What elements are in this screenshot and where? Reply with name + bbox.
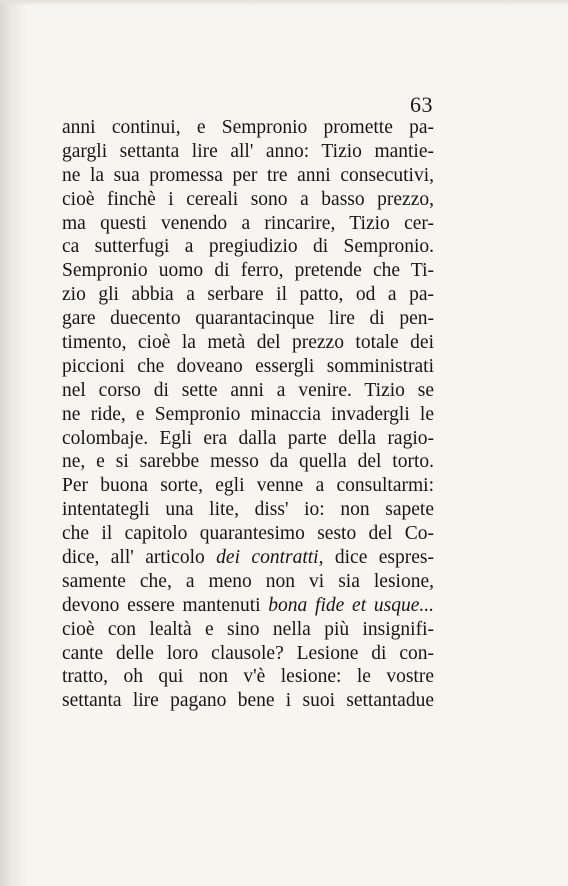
text-line: gargli settanta lire all' anno: Tizio mantie- [62, 140, 434, 162]
text-line: che il capitolo quarantesimo sesto del Co- [62, 523, 434, 545]
text-line: ne ride, e Sempronio minaccia invadergli le [62, 403, 434, 425]
italic-phrase: dei contratti [216, 547, 319, 569]
text-line: samente che, a meno non vi sia lesione, [62, 570, 434, 592]
text-line: timento, cioè la metà del prezzo totale dei [62, 332, 434, 354]
text-line: zio gli abbia a serbare il patto, od a pa- [62, 284, 434, 306]
text-line: anni continui, e Sempronio promette pa- [62, 117, 434, 138]
text-segment: dice, all' articolo [62, 547, 217, 569]
text-line: ca sutterfugi a pregiudizio di Sempronio. [62, 236, 434, 258]
text-line: tratto, oh qui non v'è lesione: le vostre [62, 666, 434, 688]
text-line: ne, e si sarebbe messo da quella del torto. [62, 451, 434, 473]
text-line-with-italic [62, 594, 434, 618]
text-line: ne la sua promessa per tre anni consecutivi, [62, 164, 434, 186]
italic-phrase: bona fide et usque... [268, 594, 434, 616]
text-line: gare duecento quarantacinque lire di pen- [62, 308, 434, 330]
text-line: ma questi venendo a rincarire, Tizio cer- [62, 212, 434, 234]
text-line: Sempronio uomo di ferro, pretende che Ti- [62, 260, 434, 282]
text-line-with-italic [62, 546, 434, 570]
body-text [62, 116, 434, 713]
text-line: cante delle loro clausole? Lesione di con- [62, 642, 434, 664]
text-line: intentategli una lite, diss' io: non sapete [62, 499, 434, 521]
text-line: settanta lire pagano bene i suoi settantadue [62, 690, 434, 712]
text-segment: , dice espres- [318, 547, 434, 569]
page-top-edge [0, 0, 568, 6]
text-line: Per buona sorte, egli venne a consultarmi: [62, 475, 434, 497]
binding-shadow [0, 0, 28, 886]
text-segment: devono essere mantenuti [62, 594, 269, 616]
page-number: 63 [410, 92, 433, 117]
text-line: cioè con lealtà e sino nella più insignifi- [62, 618, 434, 640]
text-line: nel corso di sette anni a venire. Tizio se [62, 379, 434, 401]
text-line: piccioni che doveano essergli somministrati [62, 355, 434, 377]
text-line: colombaje. Egli era dalla parte della ragio- [62, 427, 434, 449]
text-line: cioè finchè i cereali sono a basso prezzo, [62, 188, 434, 210]
